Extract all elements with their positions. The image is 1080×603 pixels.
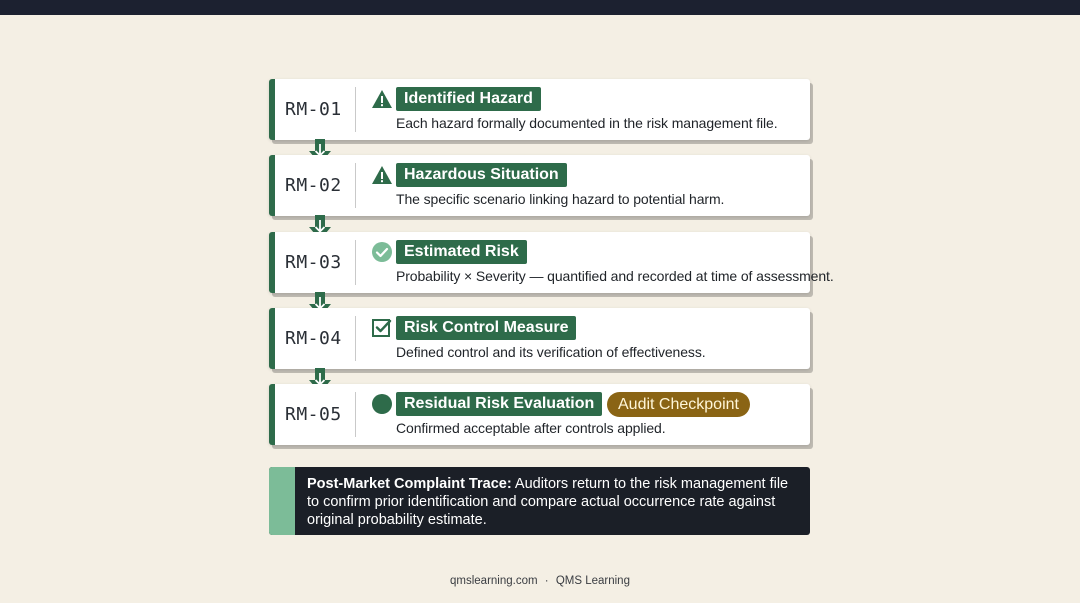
note-text: [307, 475, 797, 529]
step-title: Residual Risk Evaluation: [396, 392, 602, 416]
step-title: Estimated Risk: [396, 240, 527, 264]
step-code: RM-05: [285, 404, 342, 425]
warning-icon: [371, 164, 393, 186]
step-description: Defined control and its verification of effectiveness.: [396, 344, 706, 360]
step-card-rm-01: [269, 79, 810, 140]
step-title: Risk Control Measure: [396, 316, 576, 340]
audit-checkpoint-badge: Audit Checkpoint: [607, 392, 750, 417]
step-title: Hazardous Situation: [396, 163, 567, 187]
step-code: RM-04: [285, 328, 342, 349]
divider: [355, 316, 356, 361]
step-description: Each hazard formally documented in the risk management file.: [396, 115, 778, 131]
divider: [355, 87, 356, 132]
footer-site: qmslearning.com: [450, 575, 538, 587]
note-body: Auditors return to the risk management file to confirm prior identification and compare actual occurrence rate against original probability estimate.: [307, 476, 789, 528]
step-card-rm-02: [269, 155, 810, 216]
post-market-note: [269, 467, 810, 535]
step-card-rm-05: [269, 384, 810, 445]
footer-brand: QMS Learning: [555, 575, 630, 587]
step-code: RM-03: [285, 252, 342, 273]
step-card-rm-04: [269, 308, 810, 369]
footer: [0, 575, 1080, 587]
divider: [355, 240, 356, 285]
top-bar: [0, 0, 1080, 15]
step-card-rm-03: [269, 232, 834, 293]
step-title: Identified Hazard: [396, 87, 541, 111]
step-description: The specific scenario linking hazard to potential harm.: [396, 191, 725, 207]
step-code: RM-01: [285, 99, 342, 120]
step-description: Probability × Severity — quantified and recorded at time of assessment.: [396, 268, 834, 284]
checkbox-icon: [371, 317, 393, 339]
check-circle-icon: [371, 241, 393, 263]
note-heading: Post-Market Complaint Trace:: [307, 476, 512, 492]
divider: [355, 392, 356, 437]
footer-separator: ·: [544, 575, 549, 587]
note-accent-bar: [269, 467, 295, 535]
filled-circle-icon: [371, 393, 393, 415]
step-description: Confirmed acceptable after controls applied.: [396, 420, 666, 436]
divider: [355, 163, 356, 208]
warning-icon: [371, 88, 393, 110]
step-code: RM-02: [285, 175, 342, 196]
